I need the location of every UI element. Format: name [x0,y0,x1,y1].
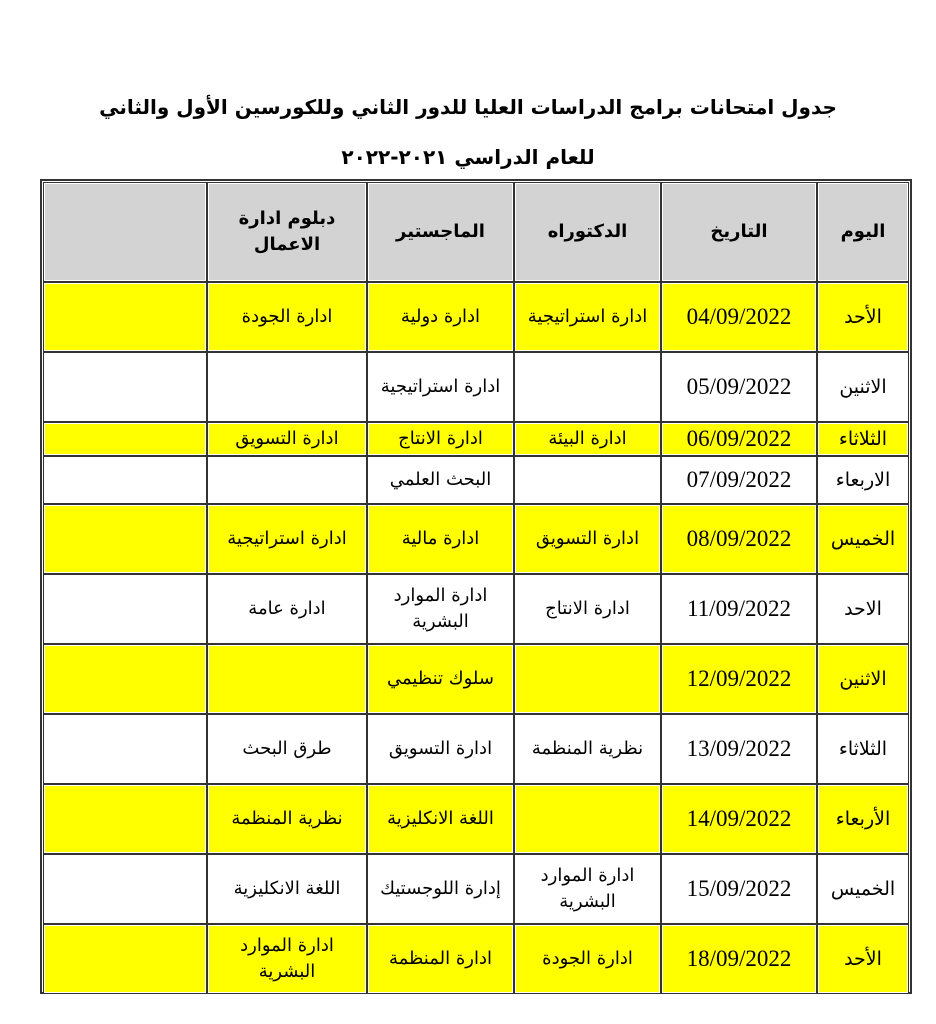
table-row [43,924,909,994]
date-cell: 07/09/2022 [661,456,817,504]
table-row [43,504,909,574]
phd-cell [514,456,661,504]
header-diploma: دبلوم ادارة الاعمال [207,182,367,282]
day-cell: الثلاثاء [817,714,909,784]
date-cell: 18/09/2022 [661,924,817,994]
msc-cell: اللغة الانكليزية [367,784,514,854]
table-row [43,574,909,644]
table-row [43,714,909,784]
diploma-cell: ادارة استراتيجية [207,504,367,574]
date-cell: 12/09/2022 [661,644,817,714]
diploma-cell: نظرية المنظمة [207,784,367,854]
phd-cell [514,352,661,422]
diploma-cell: ادارة الموارد البشرية [207,924,367,994]
day-cell: الاثنين [817,644,909,714]
diploma-cell: ادارة عامة [207,574,367,644]
page-subtitle: للعام الدراسي ٢٠٢١-٢٠٢٢ [341,145,595,169]
table-row [43,784,909,854]
header-date: التاريخ [661,182,817,282]
empty-cell [43,644,207,714]
day-cell: الاثنين [817,352,909,422]
date-cell: 04/09/2022 [661,282,817,352]
date-cell: 08/09/2022 [661,504,817,574]
diploma-cell: طرق البحث [207,714,367,784]
table-row [43,456,909,504]
phd-cell: ادارة استراتيجية [514,282,661,352]
day-cell: الثلاثاء [817,422,909,456]
empty-cell [43,352,207,422]
empty-cell [43,504,207,574]
phd-cell: نظرية المنظمة [514,714,661,784]
empty-cell [43,854,207,924]
table-row [43,644,909,714]
day-cell: الأحد [817,282,909,352]
date-cell: 06/09/2022 [661,422,817,456]
msc-cell: ادارة دولية [367,282,514,352]
diploma-cell: اللغة الانكليزية [207,854,367,924]
empty-cell [43,574,207,644]
day-cell: الخميس [817,854,909,924]
empty-cell [43,714,207,784]
msc-cell: ادارة الانتاج [367,422,514,456]
msc-cell: إدارة اللوجستيك [367,854,514,924]
phd-cell: ادارة الانتاج [514,574,661,644]
header-msc: الماجستير [367,182,514,282]
day-cell: الخميس [817,504,909,574]
phd-cell: ادارة الجودة [514,924,661,994]
phd-cell [514,644,661,714]
empty-cell [43,282,207,352]
empty-cell [43,924,207,994]
header-day: اليوم [817,182,909,282]
day-cell: الأحد [817,924,909,994]
page-title: جدول امتحانات برامج الدراسات العليا للدور الثاني وللكورسين الأول والثاني [99,95,837,119]
date-cell: 11/09/2022 [661,574,817,644]
msc-cell: ادارة التسويق [367,714,514,784]
diploma-cell: ادارة الجودة [207,282,367,352]
table-row [43,854,909,924]
date-cell: 14/09/2022 [661,784,817,854]
date-cell: 05/09/2022 [661,352,817,422]
header-extra [43,182,207,282]
msc-cell: ادارة استراتيجية [367,352,514,422]
table-row [43,422,909,456]
phd-cell: ادارة التسويق [514,504,661,574]
day-cell: الاحد [817,574,909,644]
exam-schedule-table [43,182,909,994]
phd-cell: ادارة البيئة [514,422,661,456]
empty-cell [43,784,207,854]
empty-cell [43,422,207,456]
header-phd: الدكتوراه [514,182,661,282]
diploma-cell [207,352,367,422]
table-row [43,352,909,422]
phd-cell [514,784,661,854]
diploma-cell: ادارة التسويق [207,422,367,456]
day-cell: الأربعاء [817,784,909,854]
msc-cell: سلوك تنظيمي [367,644,514,714]
table-row [43,282,909,352]
date-cell: 15/09/2022 [661,854,817,924]
table-header-row [43,182,909,282]
msc-cell: ادارة الموارد البشرية [367,574,514,644]
diploma-cell [207,456,367,504]
phd-cell: ادارة الموارد البشرية [514,854,661,924]
msc-cell: ادارة مالية [367,504,514,574]
date-cell: 13/09/2022 [661,714,817,784]
msc-cell: البحث العلمي [367,456,514,504]
diploma-cell [207,644,367,714]
exam-schedule-table-frame [40,179,912,994]
day-cell: الاربعاء [817,456,909,504]
msc-cell: ادارة المنظمة [367,924,514,994]
empty-cell [43,456,207,504]
